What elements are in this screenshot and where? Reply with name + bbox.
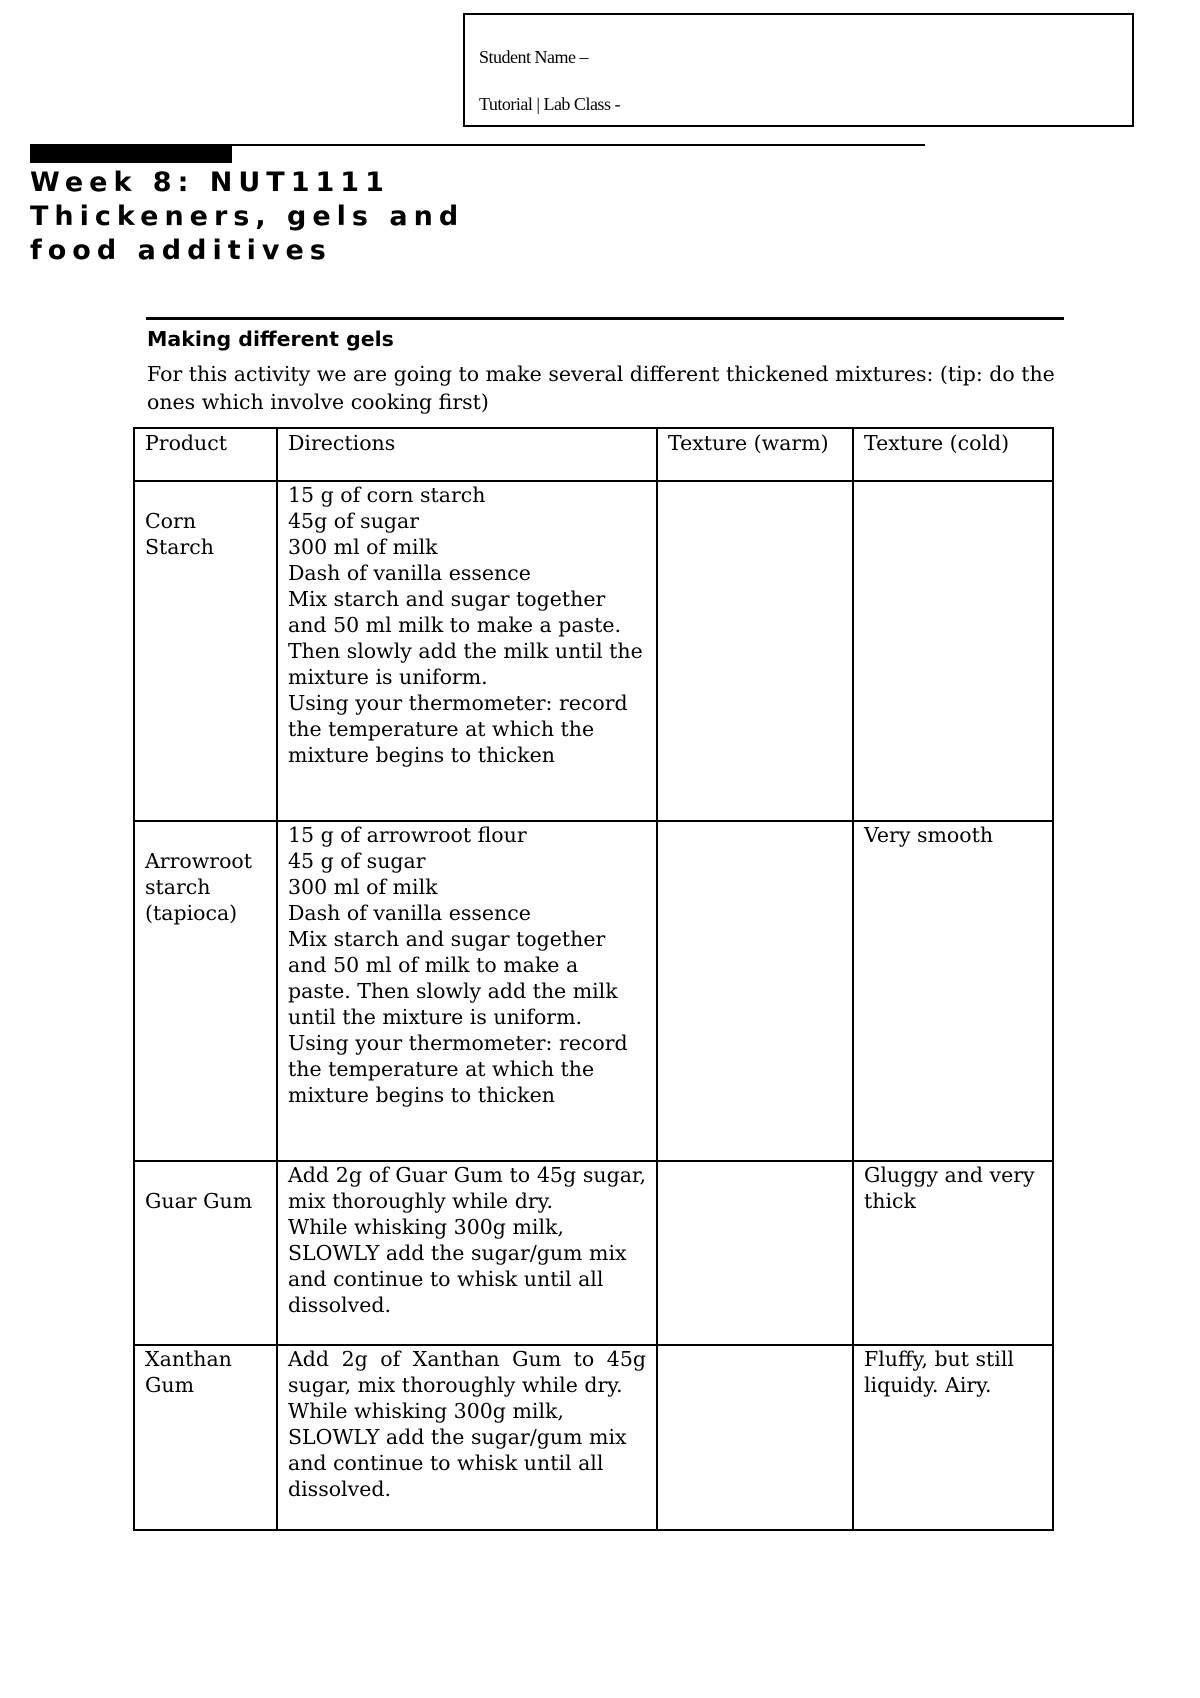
student-name-label: Student Name – (479, 47, 588, 67)
direction-line: Dash of vanilla essence (288, 561, 531, 585)
direction-line: Dash of vanilla essence (288, 901, 531, 925)
product-name: Corn Starch (145, 509, 214, 559)
product-name: Arrowroot starch (tapioca) (145, 849, 253, 925)
direction-line: 300 ml of milk (288, 875, 438, 899)
table-row (134, 481, 1053, 821)
direction-line: 45 g of sugar (288, 849, 426, 873)
product-cell (134, 481, 277, 821)
column-header-texture-warm: Texture (warm) (657, 428, 853, 481)
table-header-row (134, 428, 1053, 481)
section-intro: For this activity we are going to make several different thickened mixtures: (tip: do the ones which involve cooking first) (147, 362, 1055, 414)
product-name: Xanthan Gum (145, 1347, 232, 1397)
direction-line: While whisking 300g milk, SLOWLY add the sugar/gum mix and continue to whisk until all dissolved. (288, 1399, 627, 1501)
direction-line: 300 ml of milk (288, 535, 438, 559)
direction-line: While whisking 300g milk, SLOWLY add the sugar/gum mix and continue to whisk until all dissolved. (288, 1215, 627, 1317)
column-header-product: Product (134, 428, 277, 481)
class-label: Tutorial | Lab Class - (479, 94, 620, 114)
direction-line: 15 g of arrowroot flour (288, 823, 527, 847)
title-line-1: Week 8: NUT1111 (30, 167, 390, 198)
direction-line: Add 2g of Xanthan Gum to 45g sugar, mix thoroughly while dry. (288, 1347, 646, 1397)
directions-cell (277, 821, 657, 1161)
product-name: Guar Gum (145, 1189, 253, 1213)
title-line-2: Thickeners, gels and (30, 201, 465, 232)
product-cell (134, 821, 277, 1161)
title-line-3: food additives (30, 235, 332, 266)
column-header-directions: Directions (277, 428, 657, 481)
section-rule (146, 317, 1064, 320)
product-cell (134, 1161, 277, 1345)
page-title (30, 166, 464, 268)
direction-line: 15 g of corn starch (288, 483, 486, 507)
column-header-texture-cold: Texture (cold) (853, 428, 1053, 481)
texture-warm-cell (657, 1161, 853, 1345)
table-row (134, 821, 1053, 1161)
table-row (134, 1345, 1053, 1530)
product-cell (134, 1345, 277, 1530)
texture-cold-cell (853, 481, 1053, 821)
texture-cold-cell: Gluggy and very thick (853, 1161, 1053, 1345)
directions-cell (277, 481, 657, 821)
student-info-box (463, 13, 1134, 127)
section-heading: Making different gels (147, 327, 394, 351)
table-row (134, 1161, 1053, 1345)
texture-cold-cell: Fluffy, but still liquidy. Airy. (853, 1345, 1053, 1530)
texture-warm-cell (657, 821, 853, 1161)
header-rule-accent (30, 146, 232, 163)
direction-line: Mix starch and sugar together and 50 ml of milk to make a paste. Then slowly add the milk until the mixture is uniform. (288, 927, 618, 1029)
direction-line: Mix starch and sugar together and 50 ml milk to make a paste. Then slowly add the milk until the mixture is uniform. (288, 587, 643, 689)
direction-line: Using your thermometer: record the temperature at which the mixture begins to thicken (288, 1031, 628, 1107)
direction-line: 45g of sugar (288, 509, 420, 533)
direction-line: Add 2g of Guar Gum to 45g sugar, mix thoroughly while dry. (288, 1163, 646, 1213)
directions-cell (277, 1161, 657, 1345)
texture-cold-cell: Very smooth (853, 821, 1053, 1161)
texture-warm-cell (657, 481, 853, 821)
gels-table (133, 427, 1054, 1531)
direction-line: Using your thermometer: record the temperature at which the mixture begins to thicken (288, 691, 628, 767)
texture-warm-cell (657, 1345, 853, 1530)
directions-cell (277, 1345, 657, 1530)
